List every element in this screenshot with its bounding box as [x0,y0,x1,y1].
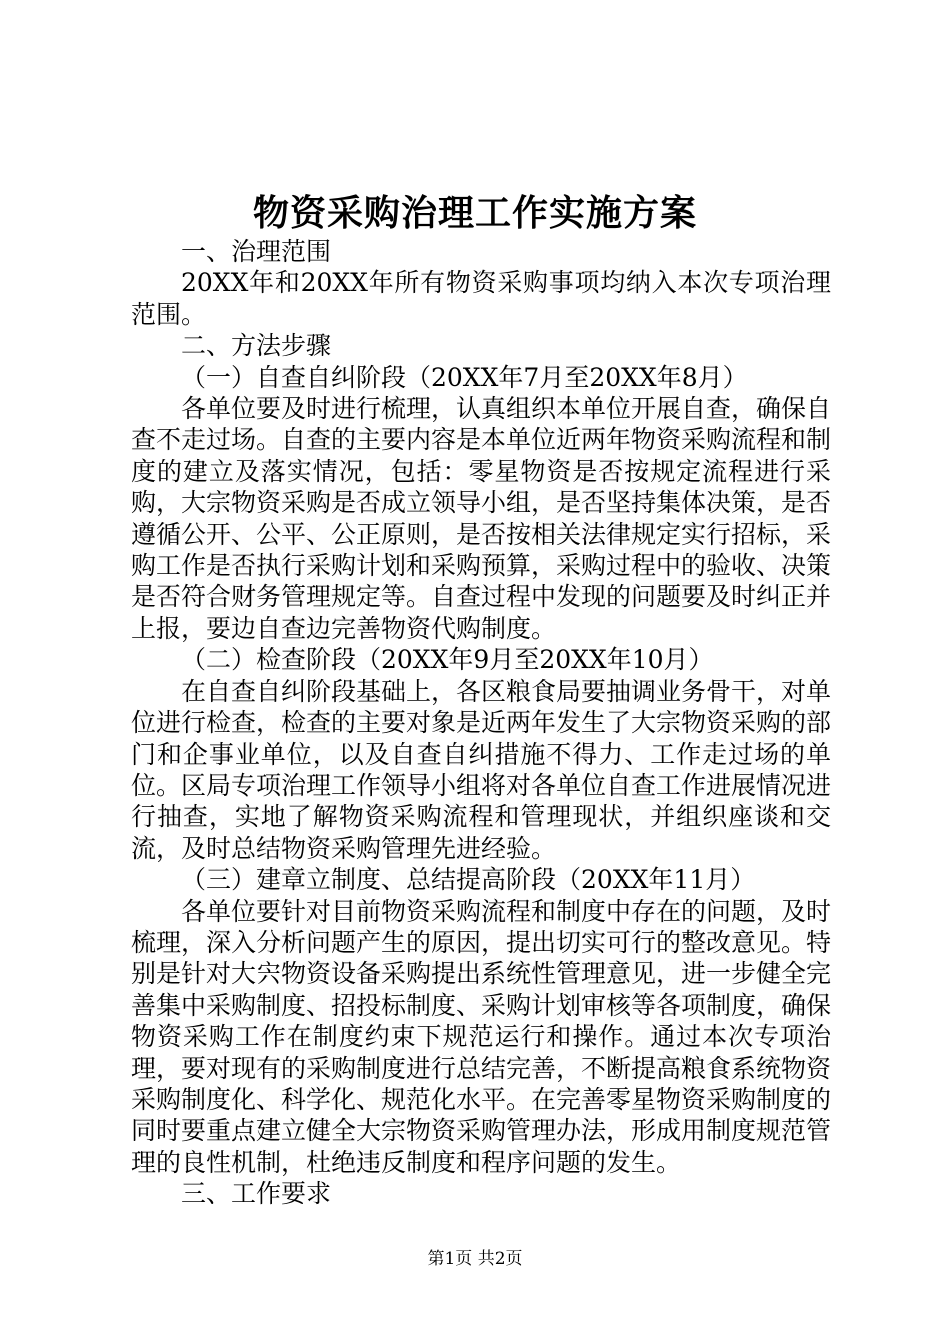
paragraph-institution: 各单位要针对目前物资采购流程和制度中存在的问题，及时梳理，深入分析问题产生的原因，提出切实可行的整改意见。特别是针对大宍物资设备采购提出系统性管理意见，进一步健全完善集中采购制度、招投标制度、采购计划审核等各项制度，确保物资采购工作在制度约束下规范运行和操作。通过本次专项治理，要对现有的采购制度进行总结完善，不断提高粮食系统物资采购制度化、科学化、规范化水平。在完善零星物资采购制度的同时要重点建立健全大宗物资采购管理办法，形成用制度规范管理的良性机制，杜绝违反制度和程序问题的发生。 [131,896,832,1177]
paragraph-scope: 20XX年和20XX年所有物资采购事项均纳入本次专项治理范围。 [131,268,831,329]
subheading-inspection: （二）检查阶段（20XX年9月至20XX年10月） [181,645,714,675]
subheading-institution: （三）建章立制度、总结提高阶段（20XX年11月） [181,865,756,895]
section-heading-scope: 一、治理范围 [181,237,332,266]
document-body [131,236,831,1210]
document-title: 物资采购治理工作实施方案 [252,192,697,234]
paragraph-self-check: 各单位要及时进行梳理，认真组织本单位开展自查，确保自查不走过场。自查的主要内容是本单位近两年物资采购流程和制度的建立及落实情况，包括：零星物资是否按规定流程进行采购，大宗物资采购是否成立领导小组，是否坚持集体决策，是否遵循公开、公平、公正原则，是否按相关法律规定实行招标，采购工作是否执行采购计划和采购预算，采购过程中的验收、决策是否符合财务管理规定等。自查过程中发现的问题要及时纠正并上报，要边自查边完善物资代购制度。 [131,394,832,643]
section-heading-requirements: 三、工作要求 [181,1179,332,1209]
section-heading-methods: 二、方法步骤 [181,331,332,361]
paragraph-inspection: 在自查自纠阶段基础上，各区粮食局要抽调业务骨干，对单位进行检查，检查的主要对象是近两年发生了大宗物资采购的部门和企事业单位，以及自查自纠措施不得力、工作走过场的单位。区局专项治理工作领导小组将对各单位自查工作进展情况进行抽查，实地了解物资采购流程和管理现状，并组织座谈和交流，及时总结物资采购管理先进经验。 [131,676,832,863]
subheading-self-check: （一）自查自纠阶段（20XX年7月至20XX年8月） [181,362,748,392]
page-number-footer: 第1页 共2页 [427,1249,523,1269]
